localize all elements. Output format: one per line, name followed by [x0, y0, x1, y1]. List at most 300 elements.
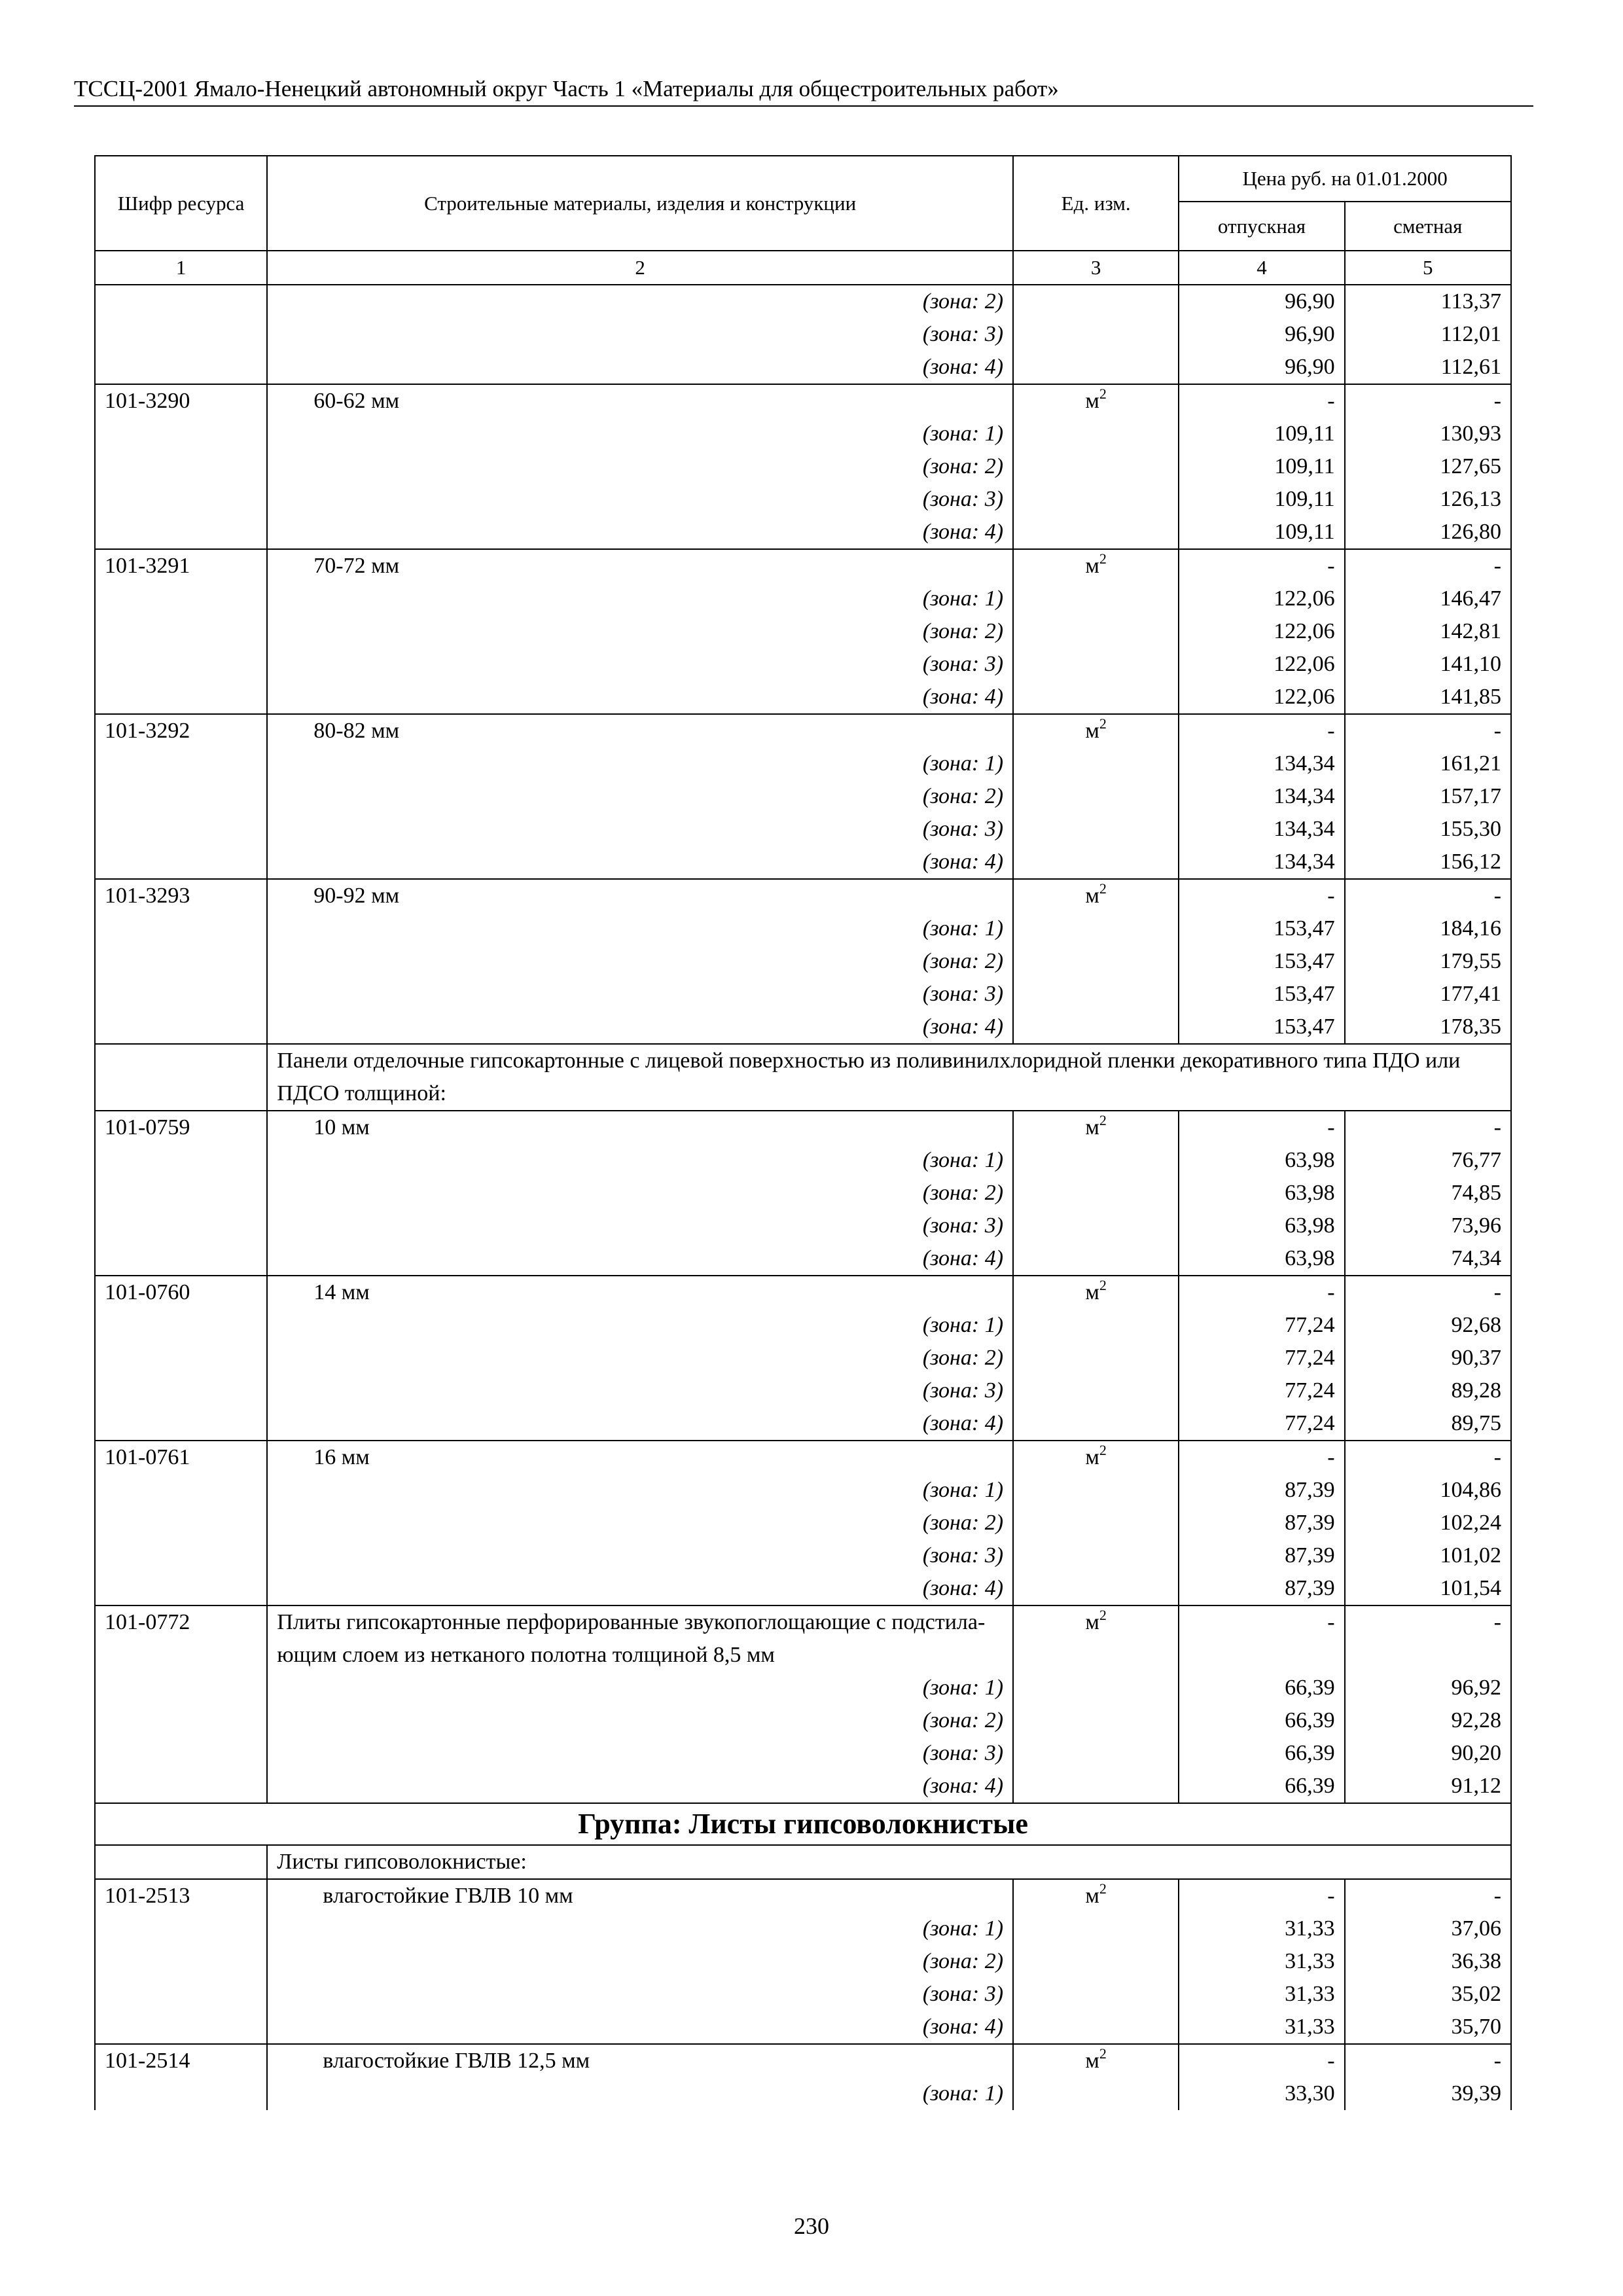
column-header-unit: Ед. изм.	[1013, 156, 1179, 251]
release-price: 66,39	[1179, 1704, 1344, 1737]
zone-label: (зона: 1)	[922, 586, 1004, 611]
estimate-price: 126,80	[1345, 516, 1511, 549]
release-price: 109,11	[1179, 483, 1344, 516]
empty-cell	[1013, 1144, 1179, 1177]
section-heading-row	[95, 1044, 1511, 1111]
empty-cell	[1013, 1572, 1179, 1605]
zone-row	[95, 483, 1511, 516]
zone-row	[95, 1507, 1511, 1539]
zone-label: (зона: 4)	[922, 685, 1004, 709]
release-price: 31,33	[1179, 1978, 1344, 2011]
release-price: 153,47	[1179, 978, 1344, 1011]
release-price: 77,24	[1179, 1309, 1344, 1342]
empty-cell	[1013, 1912, 1179, 1945]
estimate-price: 35,02	[1345, 1978, 1511, 2011]
empty-cell	[95, 1474, 267, 1507]
zone-row	[95, 1539, 1511, 1572]
column-header-estimate: сметная	[1345, 202, 1511, 251]
release-price: 96,90	[1179, 351, 1344, 384]
empty-cell	[1013, 1177, 1179, 1210]
empty-cell	[1013, 1770, 1179, 1803]
material-name: 70-72 мм	[267, 549, 1013, 583]
empty-cell	[95, 615, 267, 648]
estimate-price: 177,41	[1345, 978, 1511, 1011]
zone-label: (зона: 2)	[922, 1511, 1004, 1535]
column-number: 4	[1179, 251, 1344, 285]
unit-exponent: 2	[1099, 1606, 1107, 1623]
zone-label: (зона: 3)	[922, 1213, 1004, 1238]
release-price: 77,24	[1179, 1407, 1344, 1441]
unit: м	[1085, 1610, 1099, 1634]
estimate-price: 96,92	[1345, 1672, 1511, 1704]
empty-cell	[95, 516, 267, 549]
group-title: Группа: Листы гипсоволокнистые	[95, 1803, 1511, 1845]
estimate-price: 130,93	[1345, 418, 1511, 450]
estimate-price: 112,01	[1345, 318, 1511, 351]
zone-row	[95, 1572, 1511, 1605]
estimate-price: 142,81	[1345, 615, 1511, 648]
estimate-price: -	[1345, 1111, 1511, 1144]
empty-cell	[1013, 351, 1179, 384]
empty-cell	[95, 583, 267, 615]
estimate-price: 141,10	[1345, 648, 1511, 681]
zone-cell	[267, 1572, 1013, 1605]
estimate-price: 184,16	[1345, 912, 1511, 945]
empty-cell	[1013, 516, 1179, 549]
estimate-price: 92,68	[1345, 1309, 1511, 1342]
section-heading-row	[95, 1845, 1511, 1879]
material-name: 16 мм	[267, 1441, 1013, 1474]
zone-cell	[267, 285, 1013, 318]
zone-label: (зона: 3)	[922, 1378, 1004, 1403]
empty-cell	[1013, 1011, 1179, 1044]
zone-cell	[267, 1978, 1013, 2011]
release-price: 63,98	[1179, 1210, 1344, 1242]
estimate-price: 161,21	[1345, 747, 1511, 780]
zone-cell	[267, 1945, 1013, 1978]
zone-cell	[267, 1177, 1013, 1210]
zone-label: (зона: 1)	[922, 1313, 1004, 1337]
zone-row	[95, 1011, 1511, 1044]
unit-exponent: 2	[1099, 550, 1107, 567]
release-price: 122,06	[1179, 648, 1344, 681]
zone-row	[95, 1374, 1511, 1407]
zone-row	[95, 583, 1511, 615]
unit-cell	[1013, 549, 1179, 583]
resource-code: 101-2513	[95, 1879, 267, 1912]
zone-label: (зона: 3)	[922, 982, 1004, 1006]
group-row	[95, 1803, 1511, 1845]
empty-cell	[95, 648, 267, 681]
estimate-price: 155,30	[1345, 813, 1511, 846]
empty-cell	[1013, 418, 1179, 450]
zone-row	[95, 1177, 1511, 1210]
empty-cell	[1013, 1407, 1179, 1441]
zone-row	[95, 285, 1511, 318]
empty-cell	[95, 1845, 267, 1879]
unit-exponent: 2	[1099, 2045, 1107, 2062]
empty-cell	[95, 978, 267, 1011]
empty-cell	[95, 945, 267, 978]
empty-cell	[95, 1912, 267, 1945]
empty-cell	[95, 1978, 267, 2011]
column-number: 2	[267, 251, 1013, 285]
column-header-code: Шифр ресурса	[95, 156, 267, 251]
release-price: -	[1179, 1111, 1344, 1144]
section-heading: Листы гипсоволокнистые:	[267, 1845, 1511, 1879]
table-row	[95, 1605, 1511, 1672]
zone-cell	[267, 583, 1013, 615]
column-number: 3	[1013, 251, 1179, 285]
estimate-price: 90,37	[1345, 1342, 1511, 1374]
zone-cell	[267, 1770, 1013, 1803]
estimate-price: -	[1345, 714, 1511, 747]
empty-cell	[1013, 780, 1179, 813]
release-price: 63,98	[1179, 1144, 1344, 1177]
empty-cell	[95, 747, 267, 780]
zone-row	[95, 813, 1511, 846]
zone-label: (зона: 4)	[922, 1014, 1004, 1039]
estimate-price: 39,39	[1345, 2077, 1511, 2110]
resource-code: 101-0761	[95, 1441, 267, 1474]
release-price: 87,39	[1179, 1474, 1344, 1507]
zone-cell	[267, 1737, 1013, 1770]
table-row	[95, 1441, 1511, 1474]
empty-cell	[1013, 1242, 1179, 1276]
zone-row	[95, 747, 1511, 780]
empty-cell	[95, 2011, 267, 2044]
zone-cell	[267, 978, 1013, 1011]
column-header-release: отпускная	[1179, 202, 1344, 251]
zone-cell	[267, 1672, 1013, 1704]
estimate-price: 89,75	[1345, 1407, 1511, 1441]
empty-cell	[1013, 1704, 1179, 1737]
empty-cell	[95, 483, 267, 516]
zone-row	[95, 648, 1511, 681]
estimate-price: 112,61	[1345, 351, 1511, 384]
zone-label: (зона: 1)	[922, 2081, 1004, 2106]
zone-cell	[267, 1309, 1013, 1342]
unit-exponent: 2	[1099, 715, 1107, 732]
release-price: 153,47	[1179, 945, 1344, 978]
empty-cell	[95, 450, 267, 483]
zone-label: (зона: 2)	[922, 1346, 1004, 1370]
zone-cell	[267, 813, 1013, 846]
zone-cell	[267, 1342, 1013, 1374]
empty-cell	[1013, 912, 1179, 945]
zone-label: (зона: 1)	[922, 916, 1004, 941]
empty-cell	[95, 1507, 267, 1539]
release-price: -	[1179, 384, 1344, 418]
zone-cell	[267, 1011, 1013, 1044]
material-name: Плиты гипсокартонные перфорированные звукопоглощающие с подстила-ющим слоем из нетканого полотна толщиной 8,5 мм	[267, 1605, 1013, 1672]
estimate-price: -	[1345, 1276, 1511, 1309]
release-price: 66,39	[1179, 1672, 1344, 1704]
empty-cell	[1013, 1507, 1179, 1539]
resource-code: 101-0772	[95, 1605, 267, 1672]
zone-label: (зона: 3)	[922, 817, 1004, 841]
empty-cell	[1013, 681, 1179, 714]
empty-cell	[95, 351, 267, 384]
zone-row	[95, 945, 1511, 978]
estimate-price: 76,77	[1345, 1144, 1511, 1177]
table-row	[95, 714, 1511, 747]
resource-code: 101-3291	[95, 549, 267, 583]
release-price: 153,47	[1179, 1011, 1344, 1044]
zone-label: (зона: 3)	[922, 322, 1004, 346]
zone-label: (зона: 1)	[922, 1916, 1004, 1941]
zone-label: (зона: 3)	[922, 1543, 1004, 1568]
zone-cell	[267, 1407, 1013, 1441]
zone-row	[95, 912, 1511, 945]
empty-cell	[1013, 747, 1179, 780]
zone-label: (зона: 1)	[922, 751, 1004, 776]
empty-cell	[95, 1737, 267, 1770]
unit: м	[1085, 1445, 1099, 1469]
estimate-price: 104,86	[1345, 1474, 1511, 1507]
zone-row	[95, 1945, 1511, 1978]
zone-row	[95, 615, 1511, 648]
zone-label: (зона: 2)	[922, 784, 1004, 808]
zone-row	[95, 1242, 1511, 1276]
release-price: 33,30	[1179, 2077, 1344, 2110]
release-price: -	[1179, 1276, 1344, 1309]
unit: м	[1085, 1280, 1099, 1304]
unit: м	[1085, 719, 1099, 743]
empty-cell	[1013, 1374, 1179, 1407]
release-price: 96,90	[1179, 285, 1344, 318]
table-row	[95, 1111, 1511, 1144]
estimate-price: 141,85	[1345, 681, 1511, 714]
zone-row	[95, 516, 1511, 549]
estimate-price: 126,13	[1345, 483, 1511, 516]
zone-row	[95, 2077, 1511, 2110]
zone-label: (зона: 3)	[922, 1741, 1004, 1765]
zone-row	[95, 846, 1511, 879]
material-name: 80-82 мм	[267, 714, 1013, 747]
empty-cell	[1013, 846, 1179, 879]
zone-row	[95, 1144, 1511, 1177]
zone-label: (зона: 4)	[922, 1246, 1004, 1270]
empty-cell	[95, 1572, 267, 1605]
zone-label: (зона: 2)	[922, 949, 1004, 973]
empty-cell	[95, 1210, 267, 1242]
resource-code: 101-3292	[95, 714, 267, 747]
zone-label: (зона: 1)	[922, 1148, 1004, 1172]
zone-label: (зона: 3)	[922, 652, 1004, 676]
empty-cell	[1013, 1672, 1179, 1704]
zone-row	[95, 1210, 1511, 1242]
estimate-price: -	[1345, 549, 1511, 583]
empty-cell	[95, 780, 267, 813]
release-price: -	[1179, 2044, 1344, 2077]
empty-cell	[95, 1539, 267, 1572]
estimate-price: 36,38	[1345, 1945, 1511, 1978]
release-price: 66,39	[1179, 1737, 1344, 1770]
estimate-price: 113,37	[1345, 285, 1511, 318]
estimate-price: -	[1345, 2044, 1511, 2077]
unit-cell	[1013, 384, 1179, 418]
page-number: 230	[794, 2213, 829, 2239]
material-name: влагостойкие ГВЛВ 12,5 мм	[267, 2044, 1013, 2077]
unit-cell	[1013, 1276, 1179, 1309]
unit-exponent: 2	[1099, 880, 1107, 897]
empty-cell	[95, 1309, 267, 1342]
zone-row	[95, 1770, 1511, 1803]
material-name: 60-62 мм	[267, 384, 1013, 418]
empty-cell	[95, 1704, 267, 1737]
estimate-price: 127,65	[1345, 450, 1511, 483]
zone-row	[95, 1474, 1511, 1507]
zone-label: (зона: 4)	[922, 1774, 1004, 1798]
release-price: 63,98	[1179, 1177, 1344, 1210]
release-price: 87,39	[1179, 1539, 1344, 1572]
zone-label: (зона: 1)	[922, 1676, 1004, 1700]
empty-cell	[1013, 1737, 1179, 1770]
release-price: -	[1179, 879, 1344, 912]
unit-cell	[1013, 1605, 1179, 1672]
estimate-price: 35,70	[1345, 2011, 1511, 2044]
unit: м	[1085, 389, 1099, 413]
release-price: -	[1179, 1441, 1344, 1474]
zone-row	[95, 681, 1511, 714]
estimate-price: 178,35	[1345, 1011, 1511, 1044]
release-price: -	[1179, 1605, 1344, 1672]
header-rule	[74, 105, 1533, 107]
estimate-price: -	[1345, 384, 1511, 418]
release-price: -	[1179, 1879, 1344, 1912]
empty-cell	[1013, 945, 1179, 978]
estimate-price: 102,24	[1345, 1507, 1511, 1539]
zone-label: (зона: 2)	[922, 289, 1004, 314]
zone-cell	[267, 747, 1013, 780]
empty-cell	[1013, 648, 1179, 681]
zone-cell	[267, 516, 1013, 549]
empty-cell	[95, 2077, 267, 2110]
zone-cell	[267, 318, 1013, 351]
estimate-price: 74,85	[1345, 1177, 1511, 1210]
empty-cell	[1013, 450, 1179, 483]
zone-cell	[267, 912, 1013, 945]
empty-cell	[1013, 1309, 1179, 1342]
empty-cell	[1013, 318, 1179, 351]
empty-cell	[95, 1044, 267, 1111]
zone-row	[95, 1672, 1511, 1704]
empty-cell	[1013, 978, 1179, 1011]
estimate-price: 101,02	[1345, 1539, 1511, 1572]
price-table	[94, 155, 1512, 2110]
empty-cell	[1013, 1539, 1179, 1572]
empty-cell	[95, 1242, 267, 1276]
release-price: 122,06	[1179, 615, 1344, 648]
release-price: 31,33	[1179, 1945, 1344, 1978]
zone-row	[95, 1978, 1511, 2011]
zone-label: (зона: 4)	[922, 355, 1004, 379]
zone-label: (зона: 2)	[922, 619, 1004, 643]
zone-row	[95, 2011, 1511, 2044]
unit-cell	[1013, 879, 1179, 912]
material-name: влагостойкие ГВЛВ 10 мм	[267, 1879, 1013, 1912]
empty-cell	[95, 846, 267, 879]
empty-cell	[95, 813, 267, 846]
resource-code: 101-0759	[95, 1111, 267, 1144]
estimate-price: 73,96	[1345, 1210, 1511, 1242]
zone-label: (зона: 3)	[922, 1982, 1004, 2006]
table-body	[95, 285, 1511, 2110]
zone-row	[95, 780, 1511, 813]
empty-cell	[95, 285, 267, 318]
estimate-price: 146,47	[1345, 583, 1511, 615]
table-row	[95, 384, 1511, 418]
column-number: 1	[95, 251, 267, 285]
release-price: 77,24	[1179, 1342, 1344, 1374]
empty-cell	[1013, 813, 1179, 846]
estimate-price: 74,34	[1345, 1242, 1511, 1276]
zone-label: (зона: 2)	[922, 454, 1004, 478]
estimate-price: -	[1345, 879, 1511, 912]
resource-code: 101-0760	[95, 1276, 267, 1309]
release-price: -	[1179, 714, 1344, 747]
zone-row	[95, 1737, 1511, 1770]
zone-row	[95, 1342, 1511, 1374]
release-price: 87,39	[1179, 1507, 1344, 1539]
estimate-price: -	[1345, 1605, 1511, 1672]
empty-cell	[95, 681, 267, 714]
empty-cell	[1013, 583, 1179, 615]
estimate-price: 101,54	[1345, 1572, 1511, 1605]
zone-row	[95, 1407, 1511, 1441]
release-price: 77,24	[1179, 1374, 1344, 1407]
zone-label: (зона: 4)	[922, 520, 1004, 544]
unit: м	[1085, 2049, 1099, 2073]
estimate-price: 156,12	[1345, 846, 1511, 879]
unit: м	[1085, 1115, 1099, 1139]
zone-row	[95, 450, 1511, 483]
zone-cell	[267, 945, 1013, 978]
material-name: 90-92 мм	[267, 879, 1013, 912]
unit: м	[1085, 1884, 1099, 1908]
empty-cell	[1013, 2011, 1179, 2044]
unit-cell	[1013, 1879, 1179, 1912]
empty-cell	[1013, 285, 1179, 318]
column-number: 5	[1345, 251, 1511, 285]
empty-cell	[95, 1945, 267, 1978]
zone-cell	[267, 450, 1013, 483]
empty-cell	[95, 1342, 267, 1374]
estimate-price: -	[1345, 1879, 1511, 1912]
unit-cell	[1013, 1441, 1179, 1474]
empty-cell	[95, 1011, 267, 1044]
zone-cell	[267, 1144, 1013, 1177]
release-price: 31,33	[1179, 2011, 1344, 2044]
material-name: 10 мм	[267, 1111, 1013, 1144]
zone-row	[95, 1704, 1511, 1737]
table-row	[95, 879, 1511, 912]
zone-label: (зона: 2)	[922, 1181, 1004, 1205]
zone-cell	[267, 846, 1013, 879]
release-price: 96,90	[1179, 318, 1344, 351]
zone-label: (зона: 4)	[922, 1411, 1004, 1435]
zone-cell	[267, 1912, 1013, 1945]
zone-label: (зона: 3)	[922, 487, 1004, 511]
empty-cell	[1013, 2077, 1179, 2110]
zone-cell	[267, 780, 1013, 813]
release-price: 134,34	[1179, 813, 1344, 846]
unit-exponent: 2	[1099, 1880, 1107, 1897]
unit-cell	[1013, 714, 1179, 747]
release-price: 63,98	[1179, 1242, 1344, 1276]
resource-code: 101-2514	[95, 2044, 267, 2077]
